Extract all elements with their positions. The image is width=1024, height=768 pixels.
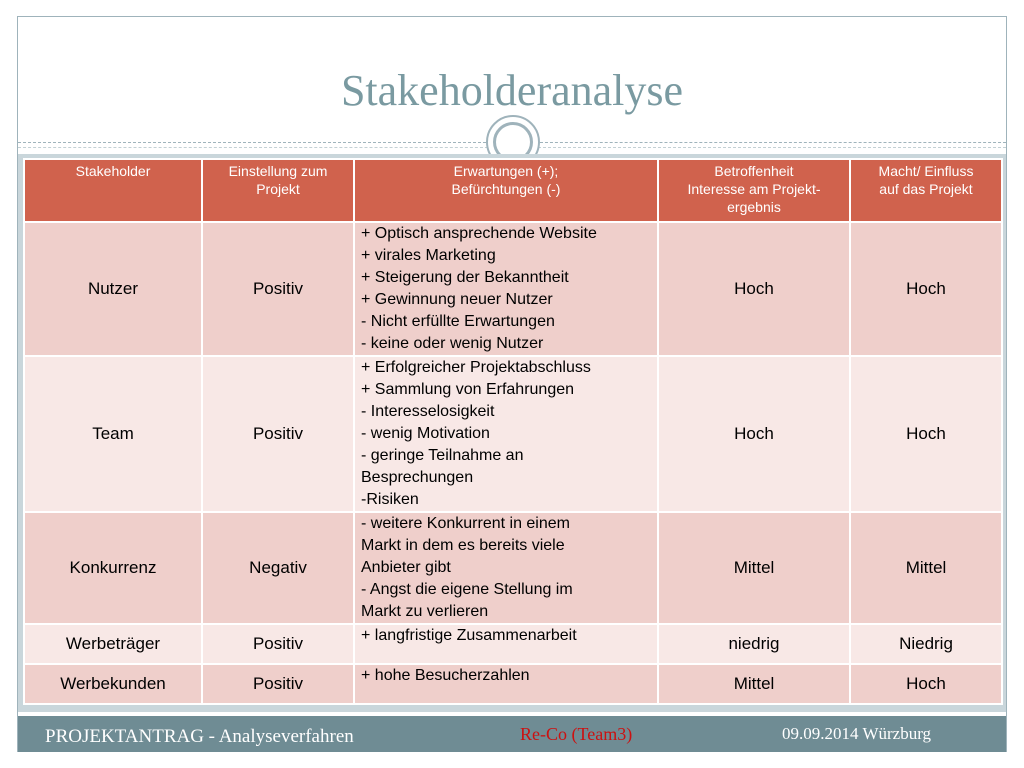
cell-stakeholder: Werbekunden bbox=[24, 664, 202, 704]
erwartung-line: - geringe Teilnahme an bbox=[361, 447, 524, 464]
title-divider-right bbox=[540, 142, 1006, 143]
table-row bbox=[24, 222, 1002, 356]
cell-erwartungen bbox=[354, 664, 658, 704]
cell-erwartungen bbox=[354, 624, 658, 664]
cell-betroffenheit: Mittel bbox=[658, 664, 850, 704]
cell-macht: Hoch bbox=[850, 222, 1002, 356]
table-row bbox=[24, 356, 1002, 512]
cell-einstellung: Negativ bbox=[202, 512, 354, 624]
cell-erwartungen bbox=[354, 356, 658, 512]
column-header-line: auf das Projekt bbox=[879, 181, 973, 197]
erwartung-line: - wenig Motivation bbox=[361, 425, 490, 442]
table-header-row bbox=[24, 159, 1002, 222]
table-row bbox=[24, 512, 1002, 624]
column-header-stakeholder bbox=[24, 159, 202, 222]
cell-stakeholder: Konkurrenz bbox=[24, 512, 202, 624]
cell-betroffenheit: Hoch bbox=[658, 356, 850, 512]
cell-stakeholder: Team bbox=[24, 356, 202, 512]
erwartung-line: + Sammlung von Erfahrungen bbox=[361, 381, 575, 398]
column-header-line: Einstellung zum bbox=[228, 163, 328, 179]
erwartung-line: + Optisch ansprechende Website bbox=[361, 225, 597, 242]
stakeholder-table bbox=[23, 158, 1003, 705]
column-header-line: Projekt bbox=[256, 181, 300, 197]
cell-betroffenheit: niedrig bbox=[658, 624, 850, 664]
erwartung-line: + virales Marketing bbox=[361, 247, 496, 264]
erwartung-line: - Nicht erfüllte Erwartungen bbox=[361, 313, 555, 330]
column-header-line: Erwartungen (+); bbox=[453, 163, 559, 179]
cell-einstellung: Positiv bbox=[202, 356, 354, 512]
erwartung-line: Markt zu verlieren bbox=[361, 603, 489, 620]
column-header-line: Stakeholder bbox=[75, 163, 151, 179]
erwartung-line: - Interesselosigkeit bbox=[361, 403, 495, 420]
column-header-line: ergebnis bbox=[727, 199, 781, 215]
cell-erwartungen bbox=[354, 222, 658, 356]
footer-date-location: 09.09.2014 Würzburg bbox=[782, 724, 932, 743]
erwartung-line: + Gewinnung neuer Nutzer bbox=[361, 291, 553, 308]
erwartung-line: Markt in dem es bereits viele bbox=[361, 537, 565, 554]
column-header-erwartungen bbox=[354, 159, 658, 222]
cell-erwartungen bbox=[354, 512, 658, 624]
column-header-line: Macht/ Einfluss bbox=[878, 163, 974, 179]
column-header-einstellung bbox=[202, 159, 354, 222]
title-divider-right-secondary bbox=[538, 147, 1006, 148]
cell-macht: Mittel bbox=[850, 512, 1002, 624]
title-divider-left-secondary bbox=[18, 147, 488, 148]
table-body bbox=[24, 222, 1002, 704]
cell-macht: Niedrig bbox=[850, 624, 1002, 664]
footer-project-label: PROJEKTANTRAG - Analyseverfahren bbox=[45, 726, 354, 747]
erwartung-line: - keine oder wenig Nutzer bbox=[361, 335, 544, 352]
cell-einstellung: Positiv bbox=[202, 624, 354, 664]
column-header-betroffenheit bbox=[658, 159, 850, 222]
stakeholder-table-container bbox=[23, 158, 1001, 705]
erwartung-line: Anbieter gibt bbox=[361, 559, 451, 576]
cell-macht: Hoch bbox=[850, 356, 1002, 512]
cell-stakeholder: Nutzer bbox=[24, 222, 202, 356]
erwartung-line: -Risiken bbox=[361, 491, 419, 508]
cell-betroffenheit: Hoch bbox=[658, 222, 850, 356]
title-divider-left bbox=[18, 142, 486, 143]
slide-title: Stakeholderanalyse bbox=[340, 66, 684, 115]
erwartung-line: Besprechungen bbox=[361, 469, 474, 486]
erwartung-line: + Erfolgreicher Projektabschluss bbox=[361, 359, 591, 376]
erwartung-line: - Angst die eigene Stellung im bbox=[361, 581, 573, 598]
cell-macht: Hoch bbox=[850, 664, 1002, 704]
column-header-line: Interesse am Projekt- bbox=[687, 181, 821, 197]
cell-einstellung: Positiv bbox=[202, 664, 354, 704]
column-header-line: Befürchtungen (-) bbox=[451, 181, 561, 197]
column-header-line: Betroffenheit bbox=[714, 163, 794, 179]
footer-team-label: Re-Co (Team3) bbox=[520, 724, 633, 744]
table-row bbox=[24, 624, 1002, 664]
table-row bbox=[24, 664, 1002, 704]
erwartung-line: + langfristige Zusammenarbeit bbox=[361, 627, 577, 644]
erwartung-line: + Steigerung der Bekanntheit bbox=[361, 269, 569, 286]
erwartung-line: + hohe Besucherzahlen bbox=[361, 667, 530, 684]
cell-einstellung: Positiv bbox=[202, 222, 354, 356]
cell-betroffenheit: Mittel bbox=[658, 512, 850, 624]
cell-stakeholder: Werbeträger bbox=[24, 624, 202, 664]
column-header-macht bbox=[850, 159, 1002, 222]
erwartung-line: - weitere Konkurrent in einem bbox=[361, 515, 570, 532]
footer-bar bbox=[18, 716, 1006, 752]
